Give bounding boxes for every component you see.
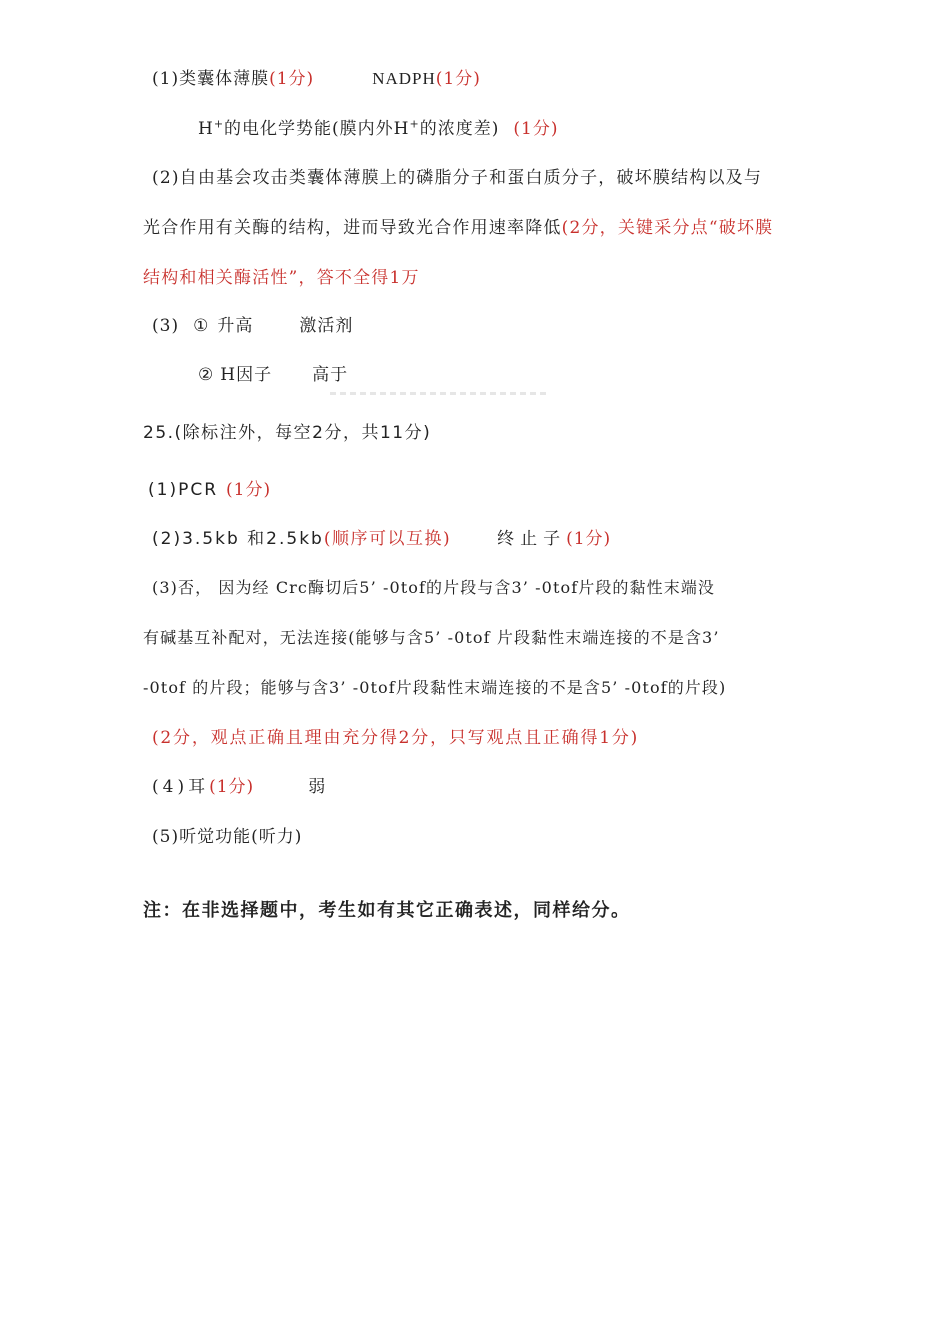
q24-part1-answer3-rest: 的电化学势能(膜内外H xyxy=(224,119,410,139)
q24-part3-item1-a: 升高 xyxy=(217,316,254,336)
q24-part3-item1-mark: ① xyxy=(193,316,210,336)
faint-scan-artifact xyxy=(330,392,550,395)
q25-part5-text: (5)听觉功能(听力) xyxy=(152,827,303,847)
q24-part2-line3 xyxy=(143,266,420,290)
q25-part3-line3-text: -0tof 的片段；能够与含3’ -0tof片段黏性末端连接的不是含5’ -0tof的片段) xyxy=(143,678,727,697)
grading-note-text: 注：在非选择题中，考生如有其它正确表述，同样给分。 xyxy=(143,900,631,921)
q24-part1-answer3-tail: 的浓度差) xyxy=(419,119,500,139)
q24-part1-answer1: 类囊体薄膜 xyxy=(179,69,270,89)
q24-part3-line1 xyxy=(152,314,353,338)
q24-part3-item2-a: H因子 xyxy=(220,365,273,385)
q24-part2-line2-text: 光合作用有关酶的结构，进而导致光合作用速率降低 xyxy=(143,218,562,238)
q24-part1-line2 xyxy=(198,117,558,141)
grading-note xyxy=(143,899,631,923)
q25-part4 xyxy=(152,775,326,799)
q25-part3-line2-text: 有碱基互补配对，无法连接(能够与含5’ -0tof 片段黏性末端连接的不是含3’ xyxy=(143,628,720,647)
q24-part3-item2-b: 高于 xyxy=(312,365,349,385)
q25-part3-line4-score: (2分，观点正确且理由充分得2分，只写观点且正确得1分) xyxy=(152,728,640,748)
q24-part1-label: (1) xyxy=(152,69,180,89)
q25-part5 xyxy=(152,825,302,849)
q25-part1-text: (1)PCR xyxy=(148,480,219,500)
q25-part2-text: (2)3.5kb 和2.5kb xyxy=(152,529,324,549)
q25-part3-line1-text: (3)否， 因为经 Crc酶切后5’ -0tof的片段与含3’ -0tof片段的黏性末端没 xyxy=(152,578,716,597)
q24-part1-answer3-sup: + xyxy=(213,117,225,131)
q24-part1-answer3-prefix: H xyxy=(198,119,214,139)
q24-part1-line1 xyxy=(152,67,481,91)
q24-part2-line1 xyxy=(152,166,762,190)
q24-part3-item1-b: 激活剂 xyxy=(299,316,354,336)
q25-part4-text2: 弱 xyxy=(308,777,327,797)
q25-part2 xyxy=(152,527,611,551)
q24-part3-item2-mark: ② xyxy=(198,365,215,385)
q24-part1-score1: (1分) xyxy=(269,69,315,89)
q25-part1-score: (1分) xyxy=(226,480,272,500)
q24-part1-answer3-sup2: + xyxy=(409,117,420,131)
q24-part2-line2 xyxy=(143,216,773,240)
q25-part3-line2 xyxy=(143,626,720,650)
q24-part1-score3: (1分) xyxy=(513,119,559,139)
q25-part1 xyxy=(148,478,271,502)
q25-part4-score: (1分) xyxy=(209,777,255,797)
q24-part2-line2-score: (2分，关键采分点“破坏膜 xyxy=(561,218,774,238)
q25-part2-note: (顺序可以互换) xyxy=(323,529,452,549)
q24-part1-score2: (1分) xyxy=(435,69,481,89)
q25-part3-line1 xyxy=(152,576,715,600)
q25-part2-text2: 终止子 xyxy=(497,529,567,549)
q24-part3-label: (3) xyxy=(152,316,180,336)
q25-part2-score: (1分) xyxy=(566,529,612,549)
q25-part4-text: (4)耳 xyxy=(152,777,210,797)
q25-part3-line4 xyxy=(152,726,639,750)
q25-heading xyxy=(143,421,431,445)
q24-part2-line1-text: (2)自由基会攻击类囊体薄膜上的磷脂分子和蛋白质分子，破坏膜结构以及与 xyxy=(152,168,763,188)
q24-part1-answer2: NADPH xyxy=(372,69,436,88)
q25-part3-line3 xyxy=(143,676,726,700)
q24-part3-line2 xyxy=(198,363,348,387)
q24-part2-line3-score: 结构和相关酶活性”，答不全得1万 xyxy=(143,268,420,288)
q25-heading-text: 25.(除标注外，每空2分，共11分) xyxy=(143,423,432,443)
